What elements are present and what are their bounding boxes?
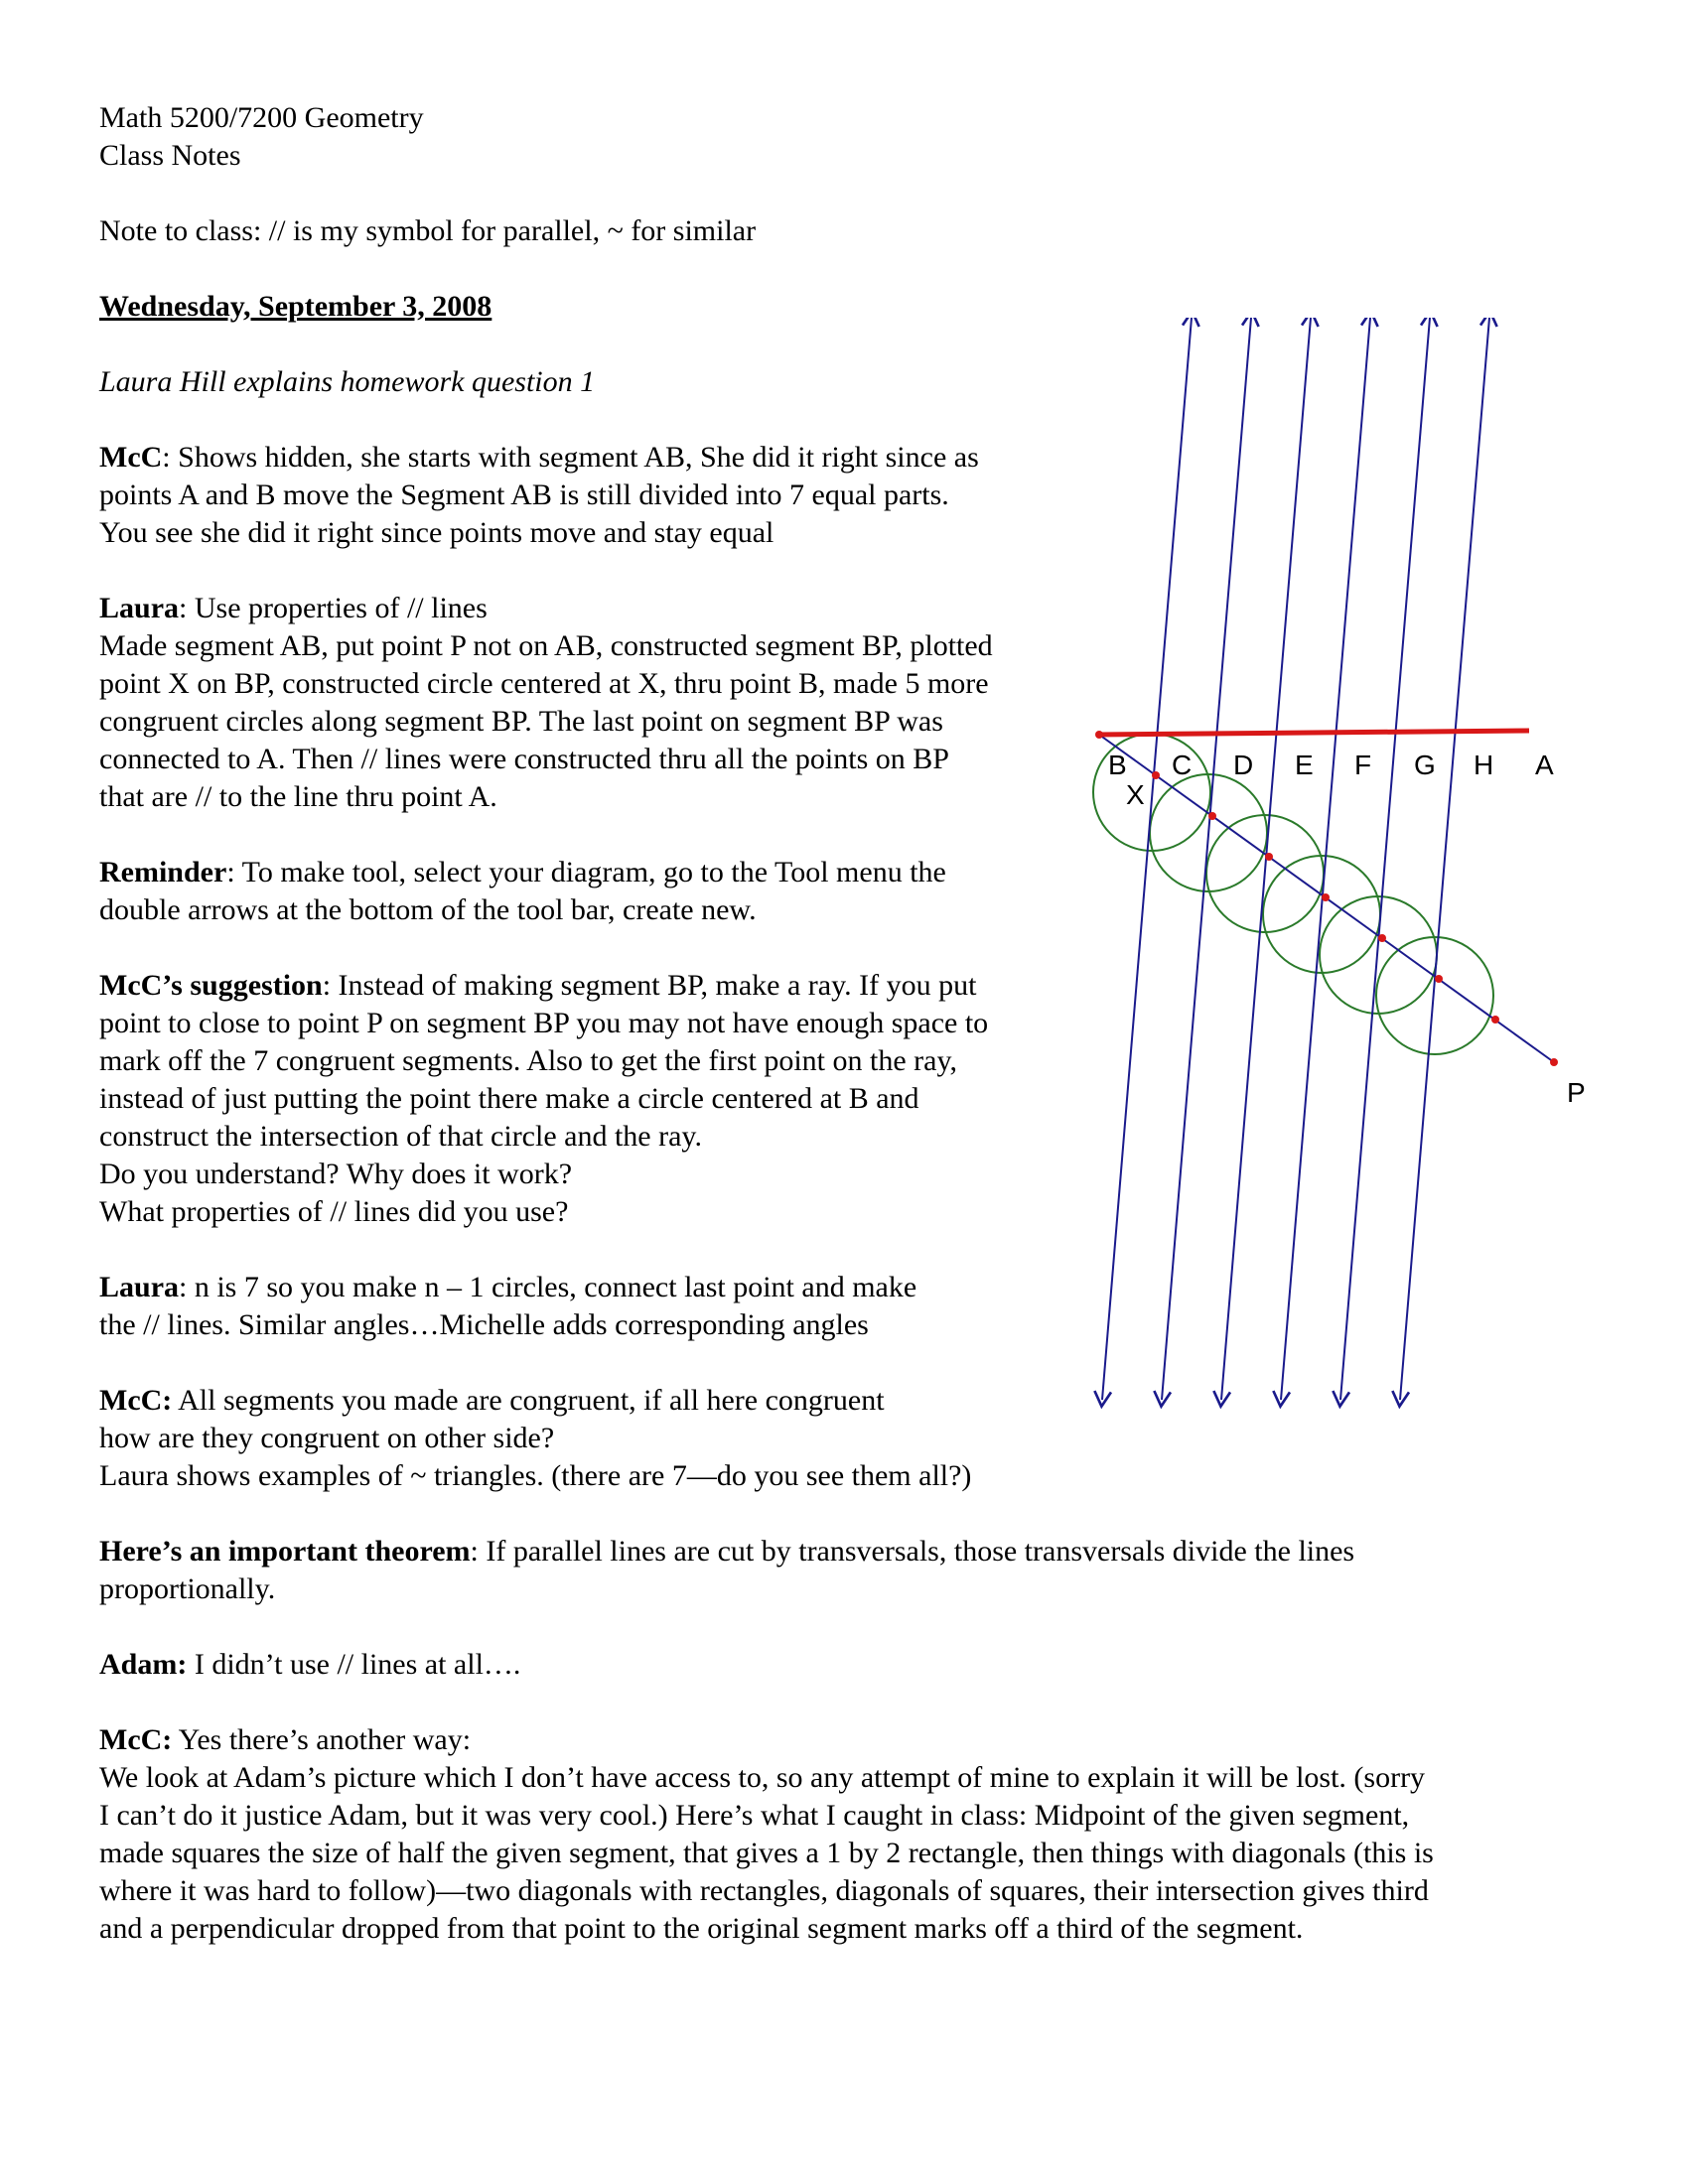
paragraph-line: instead of just putting the point there make a circle centered at B and [99,1082,919,1115]
paragraph-line: point to close to point P on segment BP you may not have enough space to [99,1007,989,1039]
paragraph-text: : Shows hidden, she starts with segment AB, She did it right since as [162,441,979,474]
paragraph-text: : Instead of making segment BP, make a ray. If you put [322,969,977,1002]
paragraph-line: where it was hard to follow)—two diagonals with rectangles, diagonals of squares, their intersection gives third [99,1874,1429,1907]
parallel-line-h [1400,318,1489,1400]
speaker-label: McC [99,441,163,474]
speaker-label: McC: [99,1384,173,1417]
paragraph-text: : To make tool, select your diagram, go to the Tool menu the [226,856,946,888]
speaker-label: Reminder [99,856,227,888]
parallel-line-g [1340,318,1430,1400]
intro-line: Laura Hill explains homework question 1 [99,365,596,398]
point-p [1550,1058,1558,1066]
paragraph-text: : If parallel lines are cut by transversals, those transversals divide the lines [470,1535,1355,1568]
paragraph-line: I can’t do it justice Adam, but it was very cool.) Here’s what I caught in class: Midpoint of the given segment, [99,1799,1410,1832]
speaker-label: Here’s an important theorem [99,1535,471,1568]
paragraph-line: point X on BP, constructed circle centered at X, thru point B, made 5 more [99,667,989,700]
point [1265,853,1273,861]
label-x: X [1126,779,1145,810]
label-f: F [1354,750,1372,780]
paragraph-line: mark off the 7 congruent segments. Also to get the first point on the ray, [99,1044,957,1077]
date-heading: Wednesday, September 3, 2008 [99,290,492,323]
parallel-line-d [1162,318,1254,1400]
label-d: D [1233,750,1254,780]
paragraph-line: What properties of // lines did you use? [99,1195,569,1228]
label-p: P [1567,1077,1586,1108]
label-b: B [1108,750,1127,780]
paragraph-line: Do you understand? Why does it work? [99,1158,573,1190]
course-title: Math 5200/7200 Geometry [99,101,424,134]
paragraph-line [99,1269,916,1306]
paragraph-line: construct the intersection of that circle and the ray. [99,1120,702,1153]
parallel-line-c [1102,318,1192,1400]
point [1435,975,1443,983]
speaker-label: Laura [99,592,180,624]
paragraph-line: double arrows at the bottom of the tool bar, create new. [99,893,757,926]
paragraph-line [99,1721,471,1759]
paragraph-text: : n is 7 so you make n – 1 circles, connect last point and make [179,1271,917,1303]
paragraph-line: connected to A. Then // lines were constructed thru all the points on BP [99,743,949,775]
label-e: E [1295,750,1314,780]
paragraph-line [99,1533,1354,1570]
paragraph-line: We look at Adam’s picture which I don’t have access to, so any attempt of mine to explain it will be lost. (sorry [99,1761,1426,1794]
circle [1320,896,1437,1014]
point [1322,893,1330,901]
paragraph-line: Made segment AB, put point P not on AB, constructed segment BP, plotted [99,629,993,662]
paragraph-line: proportionally. [99,1572,276,1605]
speaker-label: McC’s suggestion [99,969,323,1002]
paragraph-text: Yes there’s another way: [172,1723,472,1756]
parallel-lines [1102,318,1489,1400]
speaker-label: Adam: [99,1648,188,1681]
paragraph-line [99,590,488,627]
paragraph-line [99,1646,520,1684]
paragraph-line [99,439,979,477]
paragraph-line: You see she did it right since points move and stay equal [99,516,774,549]
paragraph-line [99,967,976,1005]
paragraph-text: I didn’t use // lines at all…. [187,1648,521,1681]
paragraph-line [99,1382,885,1420]
parallel-line-f [1281,318,1370,1400]
paragraph-line: congruent circles along segment BP. The last point on segment BP was [99,705,943,738]
paragraph-line: how are they congruent on other side? [99,1422,555,1454]
point [1208,812,1216,820]
notes-subtitle: Class Notes [99,139,241,172]
paragraph-line: points A and B move the Segment AB is still divided into 7 equal parts. [99,478,949,511]
speaker-label: McC: [99,1723,173,1756]
parallel-lines-construction-diagram [1072,318,1609,1420]
label-g: G [1414,750,1436,780]
point [1378,934,1386,942]
paragraph-text: : Use properties of // lines [179,592,488,624]
paragraph-text: All segments you made are congruent, if all here congruent [172,1384,885,1417]
point [1152,771,1160,779]
segment-ab [1097,731,1529,735]
label-c: C [1172,750,1193,780]
paragraph-line: that are // to the line thru point A. [99,780,497,813]
label-a: A [1535,750,1554,780]
paragraph-line: made squares the size of half the given segment, that gives a 1 by 2 rectangle, then things with diagonals (this is [99,1837,1434,1869]
speaker-label: Laura [99,1271,180,1303]
paragraph-line: and a perpendicular dropped from that point to the original segment marks off a third of the segment. [99,1912,1304,1945]
point [1095,731,1103,739]
circle [1376,937,1493,1054]
point [1491,1016,1499,1024]
paragraph-line: the // lines. Similar angles…Michelle adds corresponding angles [99,1308,869,1341]
paragraph-line [99,854,946,891]
paragraph-line: Laura shows examples of ~ triangles. (there are 7—do you see them all?) [99,1459,972,1492]
label-h: H [1474,750,1494,780]
class-note: Note to class: // is my symbol for parallel, ~ for similar [99,214,757,247]
